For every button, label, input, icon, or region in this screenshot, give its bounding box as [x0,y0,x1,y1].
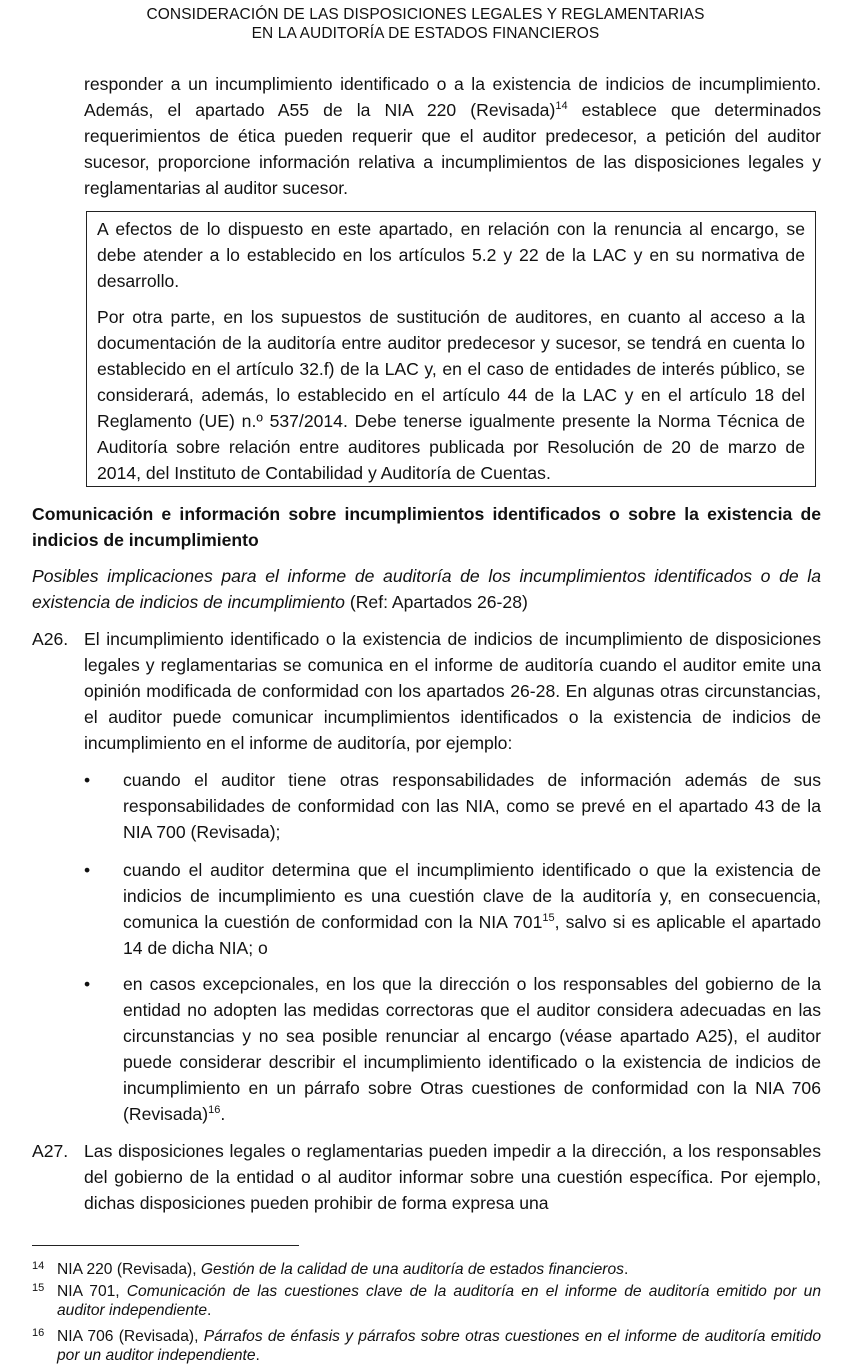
bullet-text-part-2: , salvo si es aplicable el apartado 14 de dicha NIA; o [123,912,821,958]
footnote-end: . [623,1261,629,1278]
footnote-ref-16[interactable]: 16 [208,1104,221,1116]
intro-text-part-1: responder a un incumplimiento identificado o a la existencia de indicios de incumplimiento. Además, el apartado A55 de la NIA 220 (Revisada) [84,74,821,120]
footnote-ref-15[interactable]: 15 [542,912,555,924]
footnote-text [57,1327,821,1365]
footnote-plain: NIA 706 (Revisada), [57,1328,204,1345]
bullet-text-part-2: . [220,1104,226,1124]
intro-text-part-2: establece que determinados requerimientos de ética pueden requerir que el auditor predecesor, a petición del auditor sucesor, proporcione información relativa a incumplimientos de las disposiciones legales y reglamentarias al auditor sucesor. [84,100,822,198]
paragraph-number-a26: A26. [32,629,69,649]
bullet-text [123,857,821,961]
footnote-divider [32,1245,299,1246]
bullet-text-part-1: en casos excepcionales, en los que la dirección o los responsables del gobierno de la entidad no adopten las medidas correctoras que el auditor considera adecuadas en las circunstancias y no sea posible renunciar al encargo (véase apartado A25), el auditor puede considerar describir el incumplimiento identificado o la existencia de indicios de incumplimiento en un párrafo sobre Otras cuestiones de conformidad con la NIA 706 (Revisada) [123,974,821,1124]
section-heading: Comunicación e información sobre incumplimientos identificados o sobre la existencia de indicios de incumplimiento [32,504,821,550]
subheading-reference: (Ref: Apartados 26-28) [344,592,528,612]
subheading-italic: Posibles implicaciones para el informe de auditoría de los incumplimientos identificados o de la existencia de indicios de incumplimiento [32,566,821,612]
paragraph-number-a27: A27. [32,1141,69,1161]
intro-paragraph [84,71,821,201]
paragraph-a27-text: Las disposiciones legales o reglamentarias pueden impedir a la dirección, a los responsables del gobierno de la entidad o al auditor informar sobre una cuestión específica. Por ejemplo, dichas disposiciones pueden prohibir de forma expresa una [84,1141,821,1213]
boxed-note [86,211,816,487]
bullet-text-part-1: cuando el auditor tiene otras responsabilidades de información además de sus responsabilidades de conformidad con las NIA, como se prevé en el apartado 43 de la NIA 700 (Revisada); [123,770,821,842]
bullet-text [123,767,821,845]
footnote-plain: NIA 701, [57,1283,127,1300]
footnote-plain: NIA 220 (Revisada), [57,1261,201,1278]
bullet-text [123,971,821,1127]
running-header-line-2: EN LA AUDITORÍA DE ESTADOS FINANCIEROS [251,25,600,42]
bullet-symbol: • [84,974,91,994]
paragraph-a26-text: El incumplimiento identificado o la existencia de indicios de incumplimiento de disposiciones legales y reglamentarias se comunica en el informe de auditoría cuando el auditor emite una opinión modificada de conformidad con los apartados 26-28. En algunas otras circunstancias, el auditor puede comunicar incumplimientos identificados o la existencia de indicios de incumplimiento en el informe de auditoría, por ejemplo: [84,629,821,753]
footnote-number: 16 [32,1327,45,1339]
bullet-symbol: • [84,770,91,790]
footnote-end: . [255,1347,260,1364]
footnote-title: Gestión de la calidad de una auditoría de estados financieros [200,1261,624,1278]
bullet-symbol: • [84,860,91,880]
footnote-title: Comunicación de las cuestiones clave de la auditoría en el informe de auditoría emitido por un auditor independiente [57,1283,821,1319]
footnote-number: 14 [32,1260,45,1272]
bullet-text-part-1: cuando el auditor determina que el incumplimiento identificado o que la existencia de indicios de incumplimiento es una cuestión clave de la auditoría y, en consecuencia, comunica la cuestión de conformidad con la NIA 701 [123,860,821,932]
footnote-text [57,1260,821,1279]
boxed-note-paragraph-1: A efectos de lo dispuesto en este apartado, en relación con la renuncia al encargo, se debe atender a lo establecido en los artículos 5.2 y 22 de la LAC y en su normativa de desarrollo. [97,219,805,291]
footnote-end: . [207,1302,212,1319]
running-header [0,5,851,43]
footnote-number: 15 [32,1282,45,1294]
subheading [32,563,821,615]
footnote-title: Párrafos de énfasis y párrafos sobre otras cuestiones en el informe de auditoría emitido por un auditor independiente [57,1328,821,1364]
running-header-line-1: CONSIDERACIÓN DE LAS DISPOSICIONES LEGALES Y REGLAMENTARIAS [146,6,705,23]
boxed-note-paragraph-2: Por otra parte, en los supuestos de sustitución de auditores, en cuanto al acceso a la documentación de la auditoría entre auditor predecesor y sucesor, se tendrá en cuenta lo establecido en el artículo 32.f) de la LAC y, en el caso de entidades de interés público, se considerará, además, lo establecido en el artículo 44 de la LAC y en el artículo 18 del Reglamento (UE) n.º 537/2014. Debe tenerse igualmente presente la Norma Técnica de Auditoría sobre relación entre auditores publicada por Resolución de 20 de marzo de 2014, del Instituto de Contabilidad y Auditoría de Cuentas. [97,307,805,483]
footnote-ref-14[interactable]: 14 [555,100,568,112]
footnote-text [57,1282,821,1320]
